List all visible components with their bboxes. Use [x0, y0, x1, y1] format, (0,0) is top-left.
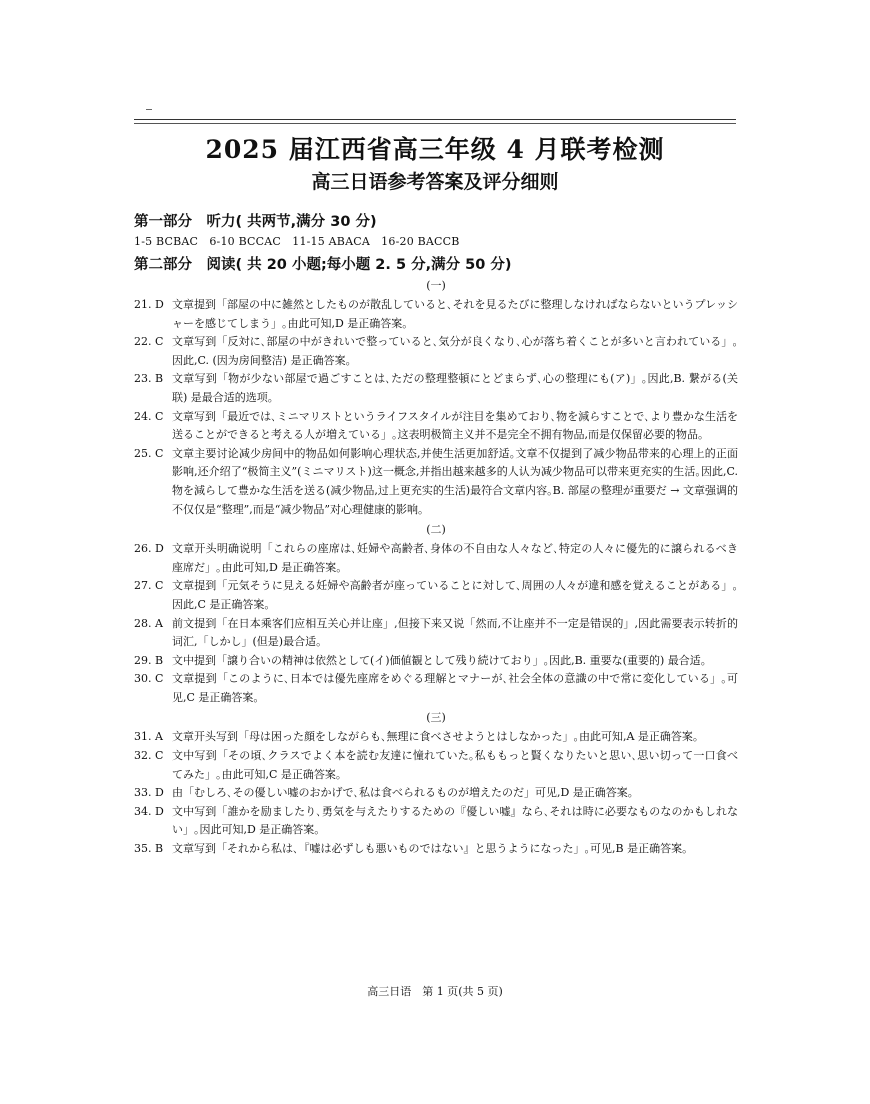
section-heading-listening: 第一部分 听力( 共两节,满分 30 分)	[134, 214, 377, 230]
answer-number: 22. C	[134, 335, 164, 349]
answer-item	[134, 670, 738, 707]
passage-label-1: (一)	[426, 279, 446, 292]
answer-number: 23. B	[134, 372, 164, 386]
answer-number: 31. A	[134, 730, 163, 744]
answer-explanation: 文章开头明确说明「これらの座席は､妊婦や高齢者､身体の不自由な人々など､特定の人々に優先的に譲られるべき座席だ」｡由此可知,D 是正确答案｡	[172, 542, 738, 574]
answer-explanation: 文章写到「それから私は､『嘘は必ずしも悪いものではない』と思うようになった」｡可见,B 是正确答案｡	[172, 842, 688, 856]
answer-explanation: 文中写到「その頃､クラスでよく本を読む友達に憧れていた｡私ももっと賢くなりたいと思い､思い切って一口食べてみた」｡由此可知,C 是正确答案｡	[172, 749, 738, 781]
header-mark	[146, 109, 152, 110]
passage-label-3: (三)	[426, 711, 446, 725]
answer-item	[134, 296, 738, 333]
answer-explanation: 文章写到「最近では､ミニマリストというライフスタイルが注目を集めており､物を減らすことで､より豊かな生活を送ることができると考える人が増えている」｡这表明极简主义并不是完全不拥有物品,而是仅保留必要的物品｡	[172, 409, 738, 442]
listening-answers: 1-5 BCBAC 6-10 BCCAC 11-15 ABACA 16-20 BACCB	[134, 235, 460, 248]
answer-number: 32. C	[134, 749, 164, 763]
answer-explanation: 文中提到「譲り合いの精神は依然として(イ)価値観として残り続けており」｡因此,B. 重要な(重要的) 最合适｡	[172, 653, 707, 667]
page-title: 2025 届江西省高三年级 4 月联考检测	[205, 135, 665, 164]
answer-number: 24. C	[134, 409, 164, 423]
answer-item	[134, 333, 738, 370]
answer-explanation: 文章提到「このように､日本では優先座席をめぐる理解とマナーが､社会全体の意識の中で常に変化している」｡可见,C 是正确答案｡	[172, 672, 738, 704]
answer-number: 29. B	[134, 653, 164, 667]
answer-number: 25. C	[134, 446, 164, 460]
answer-explanation: 文章开头写到「母は困った顔をしながらも､無理に食べさせようとはしなかった」｡由此可知,A 是正确答案｡	[172, 730, 699, 744]
answer-explanation: 文章提到「部屋の中に雑然としたものが散乱していると､それを見るたびに整理しなければならないというプレッシャーを感じてしまう」｡由此可知,D 是正确答案｡	[172, 298, 738, 330]
answer-number: 30. C	[134, 672, 164, 686]
answer-content	[134, 212, 738, 859]
answer-item	[134, 540, 738, 577]
header-rule-top	[134, 119, 736, 120]
answer-item	[134, 747, 738, 784]
answer-number: 21. D	[134, 298, 164, 311]
answer-explanation: 由「むしろ､その優しい嘘のおかげで､私は食べられるものが増えたのだ」可见,D 是正确答案｡	[172, 786, 634, 800]
answer-item	[134, 803, 738, 840]
answer-item	[134, 728, 738, 747]
answer-item	[134, 615, 738, 652]
answer-item	[134, 652, 738, 671]
header-rule-bottom	[134, 123, 736, 124]
answer-explanation: 文章提到「元気そうに見える妊婦や高齢者が座っていることに対して､周囲の人々が違和感を覚えることがある」｡因此,C 是正确答案｡	[172, 579, 738, 611]
answer-explanation: 文章写到「物が少ない部屋で過ごすことは､ただの整理整頓にとどまらず､心の整理にも(ア)」｡因此,B. 繋がる(关联) 是最合适的选项｡	[172, 372, 738, 404]
answer-explanation: 文章写到「反対に､部屋の中がきれいで整っていると､気分が良くなり､心が落ち着くことが多いと言われている」｡因此,C. (因为房间整洁) 是正确答案｡	[172, 335, 738, 367]
answer-explanation: 前文提到「在日本乘客们应相互关心并让座」,但接下来又说「然而,不让座并不一定是错误的」,因此需要表示转折的词汇,「しかし」(但是)最合适｡	[172, 616, 738, 649]
answer-number: 26. D	[134, 542, 164, 556]
answer-number: 28. A	[134, 616, 163, 630]
page-footer: 高三日语 第 1 页(共 5 页)	[367, 985, 503, 998]
answer-item	[134, 445, 738, 519]
section-heading-reading: 第二部分 阅读( 共 20 小题;每小题 2. 5 分,满分 50 分)	[134, 257, 512, 273]
answer-number: 33. D	[134, 786, 164, 800]
answer-number: 27. C	[134, 579, 164, 593]
answer-explanation: 文中写到「誰かを励ましたり､勇気を与えたりするための『優しい嘘』なら､それは時に必要なものなのかもしれない」｡因此可知,D 是正确答案｡	[172, 804, 738, 837]
answer-item	[134, 408, 738, 445]
answer-item	[134, 577, 738, 614]
page-subtitle: 高三日语参考答案及评分细则	[311, 171, 559, 193]
answer-item	[134, 840, 738, 859]
passage-label-2: (二)	[426, 523, 446, 537]
answer-item	[134, 784, 738, 803]
answer-number: 34. D	[134, 804, 164, 818]
answer-number: 35. B	[134, 842, 164, 856]
answer-item	[134, 370, 738, 407]
answer-explanation: 文章主要讨论减少房间中的物品如何影响心理状态,并使生活更加舒适｡文章不仅提到了减少物品带来的心理上的正面影响,还介绍了“极简主义”(ミニマリスト)这一概念,并指出越来越多的人认为减少物品可以带来更充实的生活｡因此,C. 物を減らして豊かな生活を送る(减少物品,过上更充实的生活)最符合文章内容｡B. 部屋の整理が重要だ → 文章强调的不仅仅是“整理”,而是“减少物品”对心理健康的影响｡	[172, 446, 738, 516]
